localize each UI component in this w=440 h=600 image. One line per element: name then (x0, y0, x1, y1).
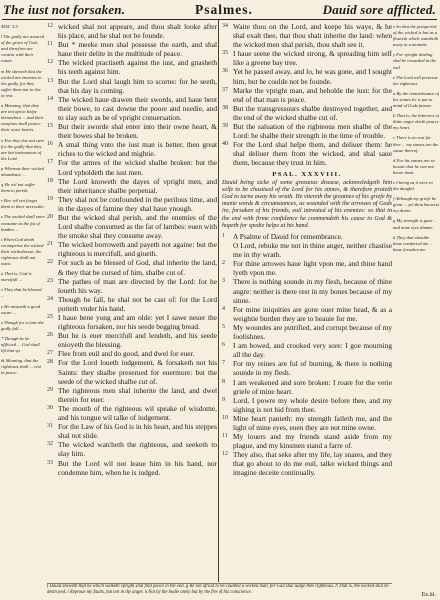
verse (47, 258, 217, 276)
margin-note: n Meaning, that they are not apt to helpe themselues ... and their weapons shall pearce their owne hearts. (1, 103, 44, 133)
verse (47, 195, 217, 213)
margin-note: a By the remembrance of his sinnes he is put in mind of Gods fauour. (393, 90, 439, 109)
verse-number: 31 (47, 423, 53, 430)
verse-text: For the Law of his God is in his heart, and his steppes shal not slide. (58, 422, 217, 441)
verse-text: For such as be blessed of God, shal inherite the land, & they that be cursed of him, shalbe cut of. (58, 258, 217, 277)
margin-note: l The godly are assured of the grace of God, and therefore are content with their estate. (1, 34, 45, 64)
verse-text: I am bowed, and crooked very sore: I goe mourning all the day. (233, 341, 392, 360)
verse (222, 104, 392, 122)
left-margin-notes (1, 24, 45, 582)
verse-number: 33 (47, 459, 53, 466)
margin-note: & Meaning, that the righteous shall ... rest in peace. (1, 358, 41, 376)
verse-text: I haue bene yong and am olde: yet I sawe neuer the righteous forsaken, nor his seede begging bread. (58, 313, 217, 332)
psalm-38-verses (222, 232, 392, 478)
verse (222, 140, 392, 167)
verse-number: 4 (222, 305, 225, 312)
verse-number: 9 (222, 396, 225, 403)
verse-number: 11 (222, 433, 228, 440)
verse (222, 341, 392, 359)
verse (47, 295, 217, 313)
verse-number: 38 (222, 104, 228, 111)
verse (47, 140, 217, 158)
signature-mark: Ee.iii. (421, 592, 436, 598)
verse-number: 12 (222, 451, 228, 458)
verse (47, 440, 217, 458)
verse-text: The wicked practiseth against the iust, and gnasheth his teeth against him. (58, 58, 217, 77)
verse-text: For the Lord loueth iudgement, & forsaketh not his Saints: they shalbe preserued for euermore: but the seede of the wicked shalbe cut of. (58, 358, 217, 386)
verse (222, 305, 392, 323)
verse-text: For thine arrowes haue light vpon me, and thine hand lyeth vpon me. (233, 259, 392, 278)
verse (47, 331, 217, 349)
verse-text: For mine iniquities are gone ouer mine head, & as a weightie burden they are to heauie for me. (233, 304, 392, 323)
verse-text: For my reines are ful of burning, & there is nothing sounde in my flesh. (233, 359, 392, 378)
header-right: Dauid sore afflicted. (322, 2, 436, 17)
verse-number: 10 (222, 414, 228, 421)
margin-note: u That is, God is mercifull ... (1, 271, 32, 283)
footnote: f Dauid sheweth that he which walketh vpright shal find peace in the end. g Be not afraid to be counted a wicked man, for God shal iudge thee righteous. h That is, the wicked shal be destroyed. i Reproue my faults, but not in thy anger. k Not by the bodie onely but by the fire of his conscience. (47, 583, 392, 598)
verse-number: 8 (222, 378, 225, 385)
verse (47, 158, 217, 176)
verse-number: 11 (47, 41, 53, 48)
verse-number: 27 (47, 350, 53, 357)
verse-number: 36 (222, 68, 228, 75)
verse-text: They also, that seke after my life, lay snares, and they that go about to do me euil, talke wicked things and imagine deceite continually. (233, 450, 392, 478)
verse-text: But the wicked shal perish, and the enemies of the Lord shalbe consumed as the fat of lambes: euen with the smoke shal they consume away. (58, 212, 217, 241)
verse-text: wicked shal not appeare, and thou shalt looke after his place, and he shal not be founde. (58, 22, 217, 41)
verse (222, 414, 392, 432)
verse (222, 359, 392, 377)
verse-number: 15 (47, 123, 53, 130)
verse-number: 16 (47, 141, 53, 148)
verse-text: A Psalme of Dauid for remembrance. (233, 232, 343, 242)
margin-note: t When God doeth recompense the wicked their wickednesse, the righteous shall not want. (1, 236, 44, 267)
verse-number: 28 (47, 359, 53, 366)
verse-number: 39 (222, 123, 228, 130)
margin-note: r Hee wil not forget them in their necessitie. (1, 198, 45, 210)
verse-number: 12 (47, 23, 53, 29)
verse-number: 35 (222, 50, 228, 57)
verse (47, 213, 217, 240)
right-column-verses (222, 22, 392, 168)
verse (47, 349, 217, 358)
verse (222, 277, 392, 304)
verse (222, 232, 392, 241)
right-margin-notes (393, 24, 439, 582)
verse-text: My woundes are putrified, and corrupt because of my foolishnes. (233, 322, 392, 342)
margin-note: y He meaneth a good cause ... (1, 303, 41, 315)
margin-note: q He wil not suffer them to perish. (1, 182, 36, 194)
verse-number: 26 (47, 332, 53, 339)
verse-text: Waite thou on the Lord, and keepe his waye, & he shal exalt thee, that thou shalt inherite the land: when the wicked men shal perish, thou shalt see it. (233, 22, 392, 50)
verse-text: For the Lord shal helpe them, and deliuer them: he shal deliuer them from the wicked, and shal saue them, because they trust in him. (233, 140, 392, 168)
verse (222, 22, 392, 49)
verse-text: But the Lord wil not leaue him in his hand, nor condemne him, when he is iudged. (58, 458, 217, 477)
verse (222, 378, 392, 396)
verse (222, 450, 392, 477)
verse-number: 1 (222, 233, 225, 240)
verse-text: The righteous men shal inherite the land, and dwel therein for euer. (58, 385, 217, 404)
verse (47, 277, 217, 295)
left-column (47, 22, 217, 582)
psalm-argument: Dauid being sicke of some greeuous disease, acknowledgeth him selfe to be chastised of the Lord for his sinnes, & therefore praieth God to turne away his wrath. He vttereth the greatnes of his griefe by manie words & circumstances, as wounded with the arrowes of Gods ire, forsaken of his friends, euil intreated of his enemies: so that in the end with firme confidence he commendeth his cause to God & hopeth for spedie helpe at his hand. (222, 179, 392, 229)
margin-note: c There is no rest for thee ... my sinnes are the cause thereof. (393, 135, 439, 153)
verse (47, 404, 217, 422)
verse-text: Though he fall, he shal not be cast of: for the Lord putteth vnder his hand. (58, 294, 217, 313)
verse-number: 7 (222, 360, 225, 367)
verse (222, 396, 392, 414)
verse-text: A smal thing vnto the iust man is better, then great riches to the wicked and mightie. (58, 140, 217, 159)
verse-number: 37 (222, 86, 228, 93)
margin-note: m He sheweth that the wicked are enemies to the godly, for they suffer them not to live in rest. (1, 68, 42, 98)
verse (47, 22, 217, 40)
verse-number: 3 (222, 278, 225, 285)
verse-number: 19 (47, 195, 53, 202)
verse-text: The Lord knoweth the dayes of vpright men, and their inheritance shalbe perpetual. (58, 176, 217, 195)
margin-note: g My strength is gone ... and mine eyes dimme. (393, 218, 438, 230)
verse (222, 259, 392, 277)
verse-number: 25 (47, 314, 53, 320)
margin-note: z The Lord will preserue the righteous. (393, 74, 438, 86)
verse-number: 6 (222, 342, 225, 349)
verse-text: The wicked haue drawen their swords, and haue bent their bowe, to cast downe the poore and needie, and to slay such as be of vpright conuersation. (58, 94, 217, 122)
verse (47, 422, 217, 440)
verse (47, 313, 217, 331)
margin-note: d For his sinnes are so heauie that he can not beare them. (393, 157, 435, 175)
verse (47, 358, 217, 385)
verse-text: The mouth of the righteous wil speake of wisdome, and his tongue wil talke of iudgement. (58, 403, 217, 423)
verse (47, 240, 217, 258)
verse (47, 95, 217, 122)
margin-note: * Though he be afflicted ... God shall lift him vp. (1, 335, 40, 354)
verse-number: 14 (47, 95, 53, 102)
verse-text: But the saluation of the righteous men shalbe of the Lord: he shalbe their strength in the time of trouble. (233, 122, 392, 141)
verse-text: There is nothing sounde in my flesh, because of thine angre: neither is there rest in my bones because of my sinne. (233, 277, 392, 305)
verse-text: The wicked borroweth and payeth not againe: but the righteous is mercifull, and giueth. (58, 240, 217, 259)
verse-number: 40 (222, 141, 228, 148)
verse (222, 432, 392, 450)
verse-text: Yet he passed away, and lo, he was gone, and I sought him, but he coulde not be founde. (233, 67, 392, 86)
verse-text: For the armes of the wicked shalbe broken: but the Lord vpholdeth the iust men. (58, 158, 217, 177)
verse-number: 20 (47, 213, 53, 220)
verse-text: The pathes of man are directed by the Lord: for he loueth his way. (58, 276, 217, 295)
verse-text: But the Lord shal laugh him to scorne: for he seeth, that his day is coming. (58, 76, 217, 95)
verse-number: 34 (222, 23, 228, 29)
verse-number: 32 (47, 441, 53, 448)
verse (47, 122, 217, 140)
header-rule (2, 19, 437, 20)
margin-note: p Whereas their wicked abundance ... (1, 165, 45, 177)
column-divider (218, 20, 219, 582)
margin-note: b That is, the bitternes of thine anger doeth pearce my heart. (393, 113, 439, 131)
verse-text: But the transgressours shalbe destroyed together, and the end of the wicked shalbe cut of. (233, 103, 392, 122)
verse (222, 323, 392, 341)
psalm-heading: PSAL. XXXVIII. (272, 170, 342, 178)
margin-note: y For vpright dealing shal be rewarded at the end. (393, 52, 437, 70)
verse-number: 12 (47, 59, 53, 66)
verse-text: Mine heart panteth: my strength faileth me, and the light of mine eyes, euen they are not mine owne. (233, 413, 392, 432)
verse-text: But he is euer mercifull and lendeth, and his seede enioyeth the blessing. (58, 331, 217, 350)
verse-text: O Lord, rebuke me not in thine anger, neither chastise me in thy wrath. (233, 241, 392, 260)
verse (47, 77, 217, 95)
verse-text: Marke the vpright man, and beholde the iust: for the end of that man is peace. (233, 85, 392, 104)
verse-text: I am weakened and sore broken: I roare for the verie griefe of mine heart. (233, 377, 392, 396)
verse-number: 24 (47, 295, 53, 302)
verse-text: Flee from euil and do good, and dwel for euer. (58, 349, 195, 359)
verse (222, 49, 392, 67)
verse-number: 18 (47, 177, 53, 184)
verse-number: 30 (47, 404, 53, 411)
verse-text: My louers and my friends stand aside from my plague, and my kinsmen stand a farre of. (233, 432, 392, 451)
verse-number: 22 (47, 259, 53, 266)
right-column (222, 22, 392, 582)
margin-note: MAT. 5.5. (1, 24, 19, 29)
header-left: The iust not forsaken. (3, 2, 126, 17)
verse-number (222, 241, 233, 259)
running-header (3, 2, 436, 18)
verse-number: 5 (222, 323, 225, 330)
verse (222, 86, 392, 104)
verse-number: 29 (47, 386, 53, 393)
verse-number: 13 (47, 77, 53, 84)
margin-note: x They that be blessed ... (1, 287, 42, 299)
verse (222, 241, 392, 259)
verse-number: 17 (47, 159, 53, 166)
verse-text: The wicked watcheth the righteous, and seeketh to slay him. (58, 440, 217, 459)
verse-text: Lord, I powre my whole desire before thee, and my sighing is not hid from thee. (233, 395, 392, 414)
verse (47, 40, 217, 58)
margin-note: x So that the prosperitie of the wicked is but as a flourish which vanisheth away in a moment. (393, 24, 439, 48)
margin-note: f Although my griefe be great ... yet thou knowest my desire. (393, 196, 439, 214)
verse-text: But their sworde shal enter into their owne heart, & their bowes shal be broken. (58, 122, 217, 141)
verse-text: But * meeke men shal possesse the earth, and shal haue their delite in the multitude of peace. (58, 40, 217, 59)
verse (47, 58, 217, 76)
margin-note: e I being as it were in the dunghil. (393, 179, 433, 192)
verse (222, 67, 392, 85)
margin-note: s The wicked shall euen consume as the fat of lambes ... (1, 214, 45, 232)
verse (47, 177, 217, 195)
margin-note: o For they doe not care for the godly that they are but instruments of the Lord. (1, 137, 45, 161)
verse-text: They shal not be confounded in the perilous time, and in the dayes of famine they shal haue ynough. (58, 194, 217, 213)
verse (222, 122, 392, 140)
margin-note: z Though for a time the godly fall ... (1, 319, 44, 331)
verse-number: 2 (222, 260, 225, 267)
verse-number: 21 (47, 241, 53, 248)
verse-number: 23 (47, 277, 53, 284)
margin-note: h They that shoulde haue comforted me ... haue forsaken me. (393, 234, 433, 252)
verse (47, 459, 217, 477)
header-center: Psalmes. (194, 2, 253, 17)
verse-text: I haue seene the wicked strong, & spreading him self like a greene bay tree. (233, 49, 392, 68)
verse (47, 386, 217, 404)
